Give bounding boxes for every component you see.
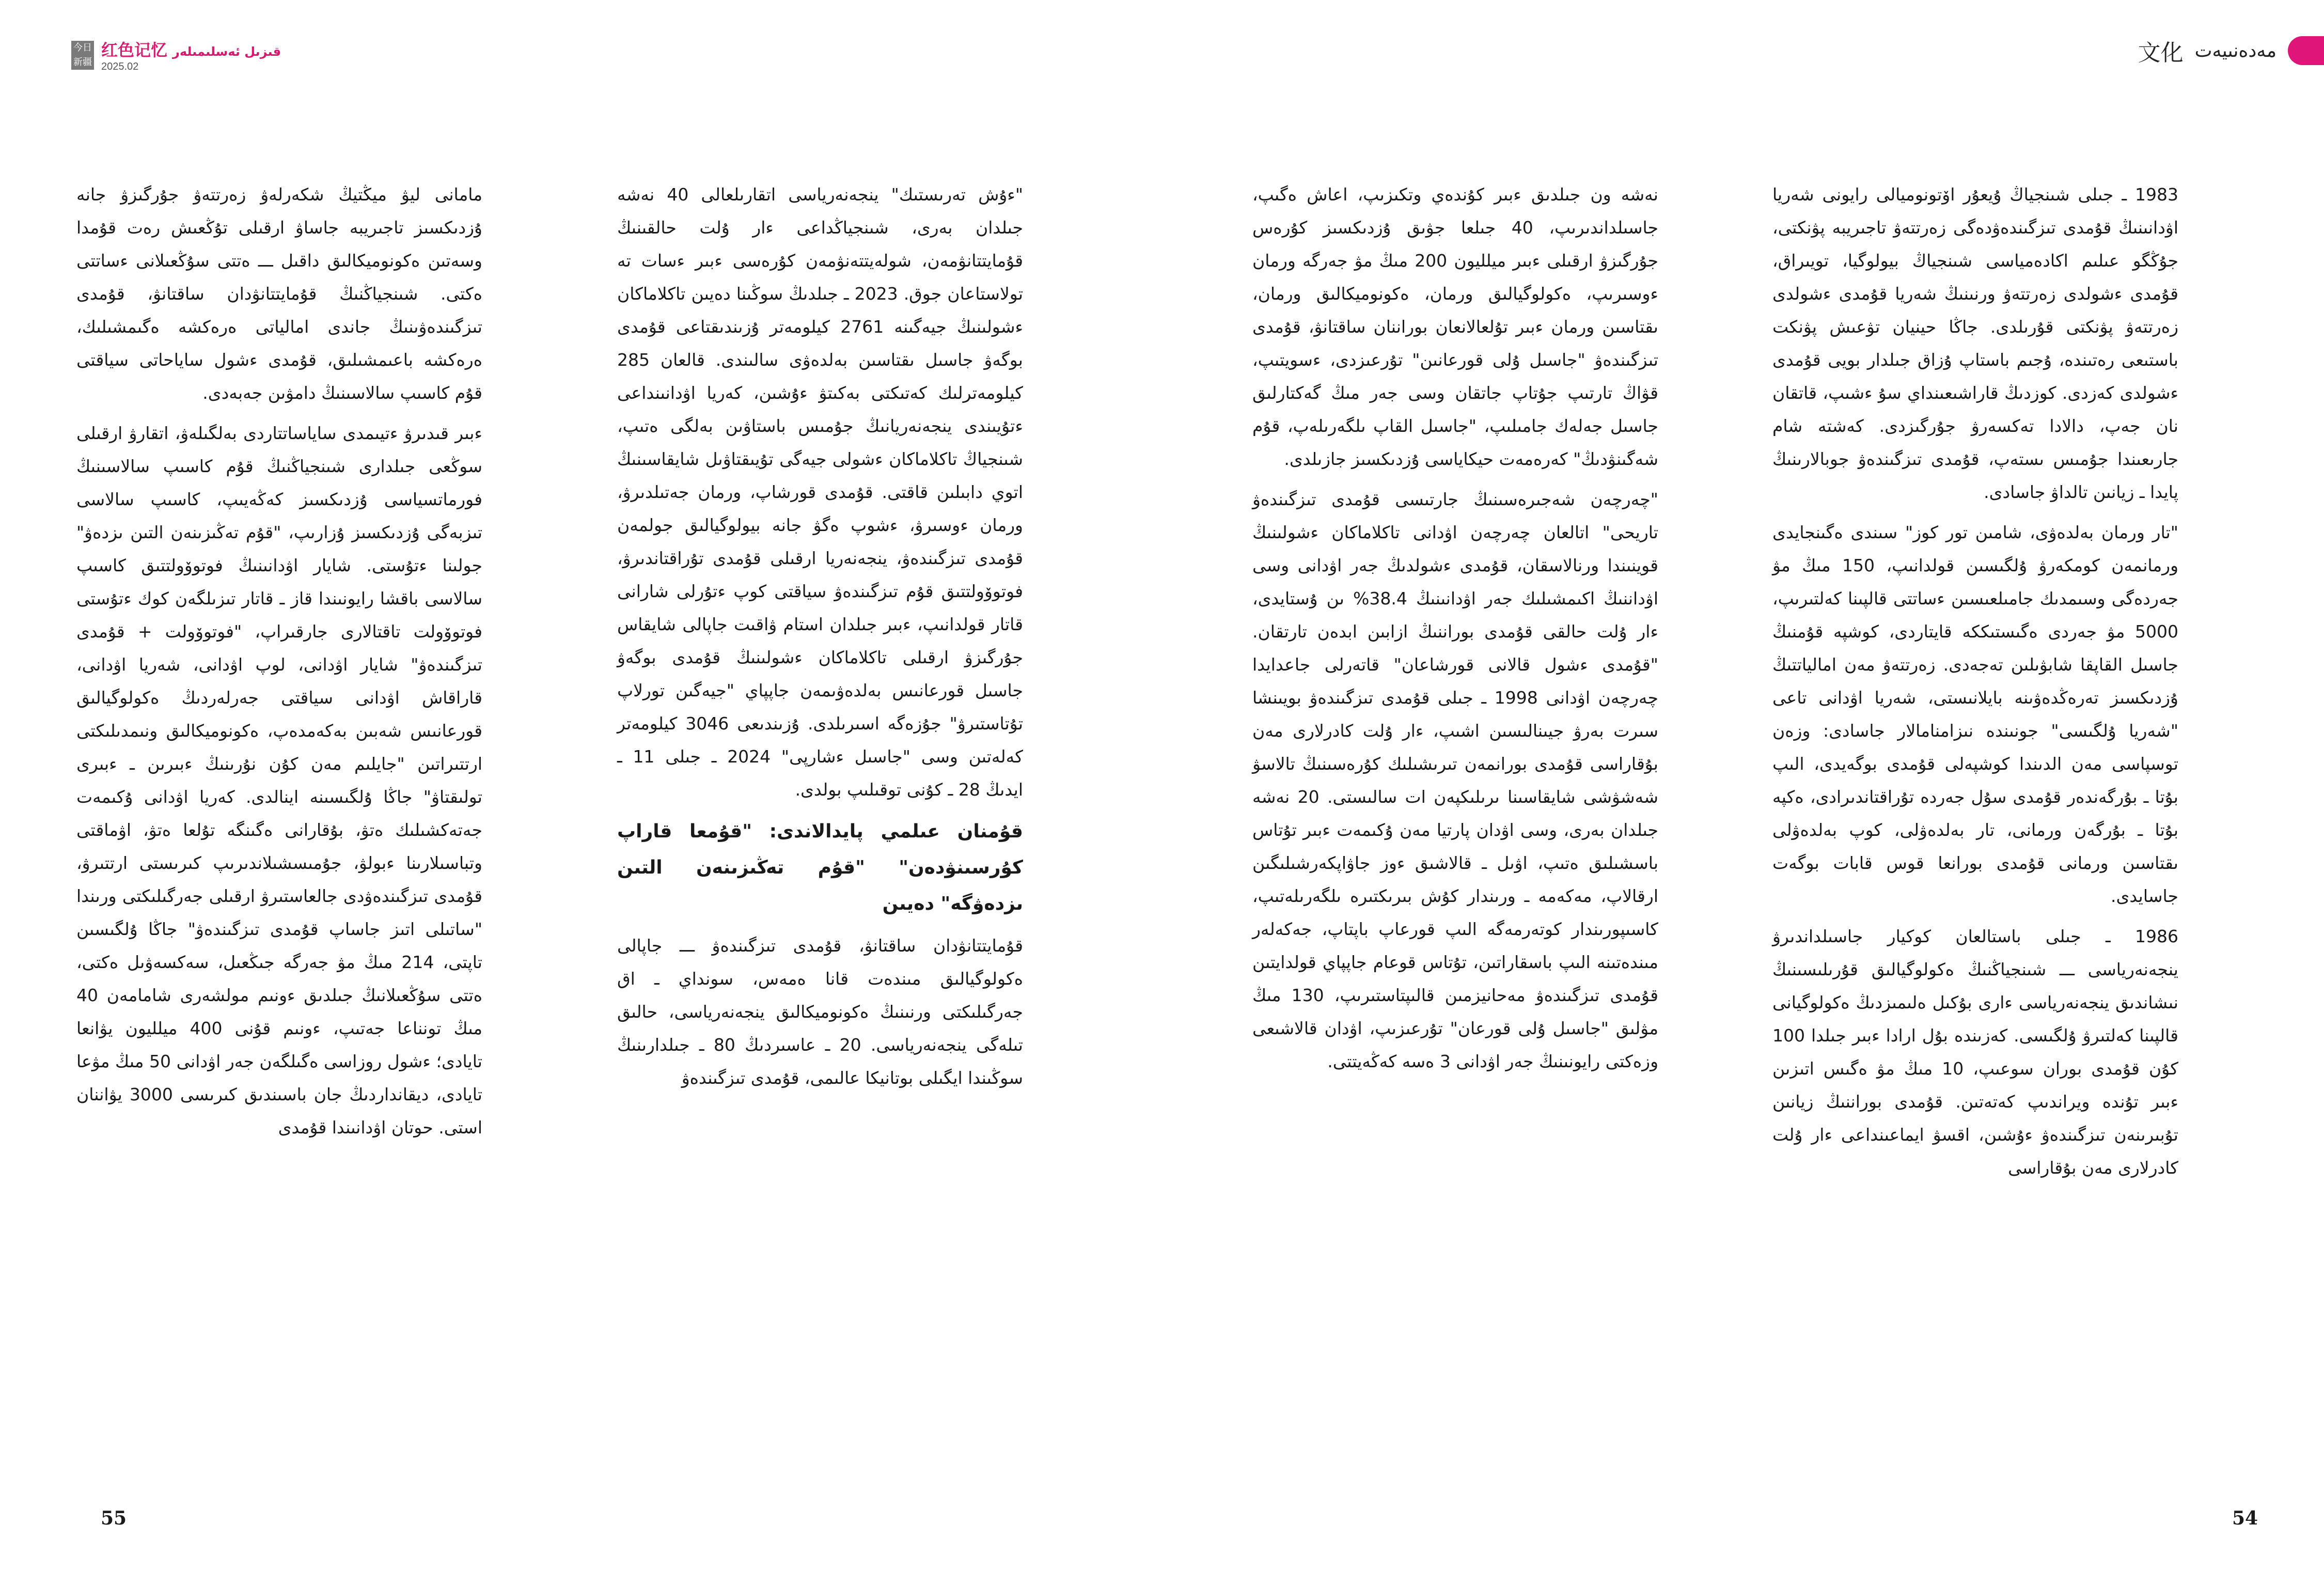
page-number-right: 54	[2232, 1507, 2258, 1529]
paragraph: ءبىر قىدىرۋ ءتيىمدى ساياساتتاردى بەلگىلەۋ، اتقارۋ ارقىلى سوڭعى جىلدارى شىنجياڭنىڭ قۇم كاسىپ سالاسىنىڭ فورماتسياسى ۇزدىكسىز كەڭەيىپ، كاسىپ سالاسى تىزبەگى ۇزدىكسىز ۇزارىپ، "قۇم تەڭىزىنەن التىن ىزدەۋ" جولىنا ءتۇستى. شايار اۋدانىنىڭ فوتوۆولتتىق كاسىپ سالاسى باقشا رايونىندا قاز ـ قاتار تىزىلگەن كوك ءتۇستى فوتوۆولت تاقتالارى جارقىراپ، "فوتوۆولت + قۇمدى تىزگىندەۋ" شايار اۋدانى، لوپ اۋدانى، شەريا اۋدانى، قاراقاش اۋدانى سياقتى جەرلەردىڭ ەكولوگيالىق قورعانىس شەبىن بەكەمدەپ، ەكونوميكالىق ونىمدىلىكتى ارتتىراتىن "جايلىم مەن كۇن نۇرىنىڭ ءبىرىن ـ ءبىرى تولىقتاۋ" جاڭا ۇلگىسىنە اينالدى. كەريا اۋدانى ۇكىمەت جەتەكشىلىك ەتۋ، بۇقارانى ەگىنگە تۇلعا ەتۋ، اۋماقتى وتباسىلارىنا ءبولۋ، جۇمىسشىلاندىرىپ كىرىستى ارتتىرۋ، قۇمدى تىزگىندەۋدى جالعاستىرۋ ارقىلى جەرگىلىكتى ورىندا "ساتىلى اتىز جاساپ قۇمدى تىزگىندەۋ" جاڭا ۇلگىسىن تاپتى، 214 مىڭ مۋ جەرگە جىڭعىل، سەكسەۋىل ەكتى، ەتتى سۇڭعىلانىڭ جىلدىق ءونىم مولشەرى شامامەن 40 مىڭ تونناعا جەتىپ، ءونىم قۇنى 400 ميلليون يۋانعا تايادى؛ ءشول روزاسى ەگىلگەن جەر اۋدانى 50 مىڭ مۋعا تايادى، ديقانداردىڭ جان باسىندىق كىرىسى 3000 يۋاننان استى. حوتان اۋدانىندا قۇمدى	[76, 423, 482, 1138]
text-column-4	[76, 178, 482, 1151]
magazine-logo: 今日 新疆	[71, 41, 94, 70]
brand-title-ug: قىزىل ئەسلىمىلەر	[172, 44, 281, 59]
section-tab-marker	[2288, 36, 2324, 65]
paragraph: "تار ورمان بەلدەۋى، شامىن تور كوز" سىندى ەگىنجايدى ورمانمەن كومكەرۋ ۇلگىسىن قولدانىپ، 150 مىڭ مۋ جەردەگى وسىمدىك جامىلعىسىن ءساتتى قالپىنا كەلتىرىپ، 5000 مۋ جەردى ەگىستىككە قايتاردى، كوشپە قۇمنىڭ جاسىل القاپقا شابۋىلىن تەجەدى. زەرتتەۋ مەن امالياتتىڭ ۇزدىكسىز تەرەڭدەۋىنە بايلانىستى، شەريا اۋدانى تاعى "شەريا ۇلگىسى" جونىندە نىزامنامالار جاسادى: وزەن توسپاسى مەن الدىندا كوشپەلى قۇمدى بوگەيدى، الىپ بۇتا ـ بۇرگەندەر قۇمدى سۇل جەردە تۇراقتاندىرادى، ەكپە بۇتا ـ بۇرگەن ورمانى، تار بەلدەۋلى، كوپ بەلدەۋلى ىقتاسىن ورمانى قۇمدى بورانعا قوس قابات بوگەت جاسايدى.	[1772, 522, 2179, 906]
masthead	[71, 37, 281, 73]
brand-block	[101, 37, 281, 73]
paragraph: قۇمايتتانۋدان ساقتانۋ، قۇمدى تىزگىندەۋ ـــ جاپالى ەكولوگيالىق مىندەت قانا ەمەس، سونداي ـ اق جەرگىلىكتى ورنىنىڭ ەكونوميكالىق ينجەنەرياسى، حالىق تىلەگى ينجەنەرياسى. 20 ـ عاسىردىڭ 80 ـ جىلدارىنىڭ سوڭىندا ايگىلى بوتانيكا عالىمى، قۇمدى تىزگىندەۋ	[617, 936, 1023, 1088]
text-column-2	[1252, 178, 1658, 1085]
section-header	[2138, 34, 2293, 67]
paragraph: "چەرچەن شەجىرەسىنىڭ جارتىسى قۇمدى تىزگىندەۋ تاريحى" اتالعان چەرچەن اۋدانى تاكلاماكان ءشولىنىڭ قوينىندا ورنالاسقان، قۇمدى ءشولدىڭ جەر اۋدانى وسى اۋداننىڭ اكىمشىلىك جەر اۋدانىنىڭ 38.4% ىن ۇستايدى، ءار ۇلت حالقى قۇمدى بوراننىڭ ازابىن ابدەن تارتقان. "قۇمدى ءشول قالانى قورشاعان" قاتەرلى جاعدايدا چەرچەن اۋدانى 1998 ـ جىلى قۇمدى تىزگىندەۋ بويىنشا سىرت بەرۋ جيىنالىسىن اشىپ، ءار ۇلت كادرلارى مەن بۇقاراسى قۇمدى بورانمەن تىرىشىلىك كۇرەسىنىڭ تالاسۋ شەشۋشى شايقاسىنا ىرىلىكپەن ات سالىستى. 20 نەشە جىلدان بەرى، وسى اۋدان پارتيا مەن ۇكىمەت ءبىر تۇتاس باسشىلىق ەتىپ، اۋىل ـ قالاشىق ءوز جاۋاپكەرشىلىگىن ارقالاپ، مەكەمە ـ ورىندار كۇش بىرىكتىرە ىلگەرىلەتىپ، كاسىپورىندار كوتەرمەگە الىپ قورعاپ باپتاپ، جەكەلەر مىندەتىنە الىپ باسقاراتىن، تۇتاس قوعام جاپپاي قولدايتىن قۇمدى تىزگىندەۋ مەحانيزمىن قالىپتاستىرىپ، 130 مىڭ مۋلىق "جاسىل ۇلى قورعان" تۇرعىزىپ، اۋدان قالاشىعى وزەكتى رايونىنىڭ جەر اۋدانى 3 ەسە كەڭەيتتى.	[1252, 489, 1659, 1071]
paragraph: مامانى ليۋ ميڭتيڭ شكەرلەۋ زەرتتەۋ جۇرگىزۋ جانە ۇزدىكسىز تاجىريبە جاساۋ ارقىلى تۇڭعىش رەت قۇمدا وسەتىن ەكونوميكالىق داقىل ـــ ەتتى سۇڭعىلانى ءساتتى ەكتى. شىنجياڭنىڭ قۇمايتتانۋدان ساقتانۋ، قۇمدى تىزگىندەۋىنىڭ جاندى امالياتى ەرەكشە ەگىمشىلىك، ەرەكشە باعىمشىلىق، قۇمدى ءشول ساياحاتى سياقتى قۇم كاسىپ سالاسىنىڭ دامۋىن جەبەدى.	[76, 184, 482, 403]
text-column-3	[617, 178, 1023, 1102]
paragraph: نەشە ون جىلدىق ءبىر كۇندەي وتكىزىپ، اعاش ەگىپ، جاسىلداندىرىپ، 40 جىلعا جۋىق ۇزدىكسىز كۇرەس جۇرگىزۋ ارقىلى ءبىر ميلليون 200 مىڭ مۋ جەرگە ورمان ءوسىرىپ، ەكولوگيالىق ورمان، ەكونوميكالىق ورمان، ىقتاسىن ورمان ءبىر تۇلعالانعان بوراننان ساقتانۋ، قۇمدى تىزگىندەۋ "جاسىل ۇلى قورعانىن" تۇرعىزدى، ءسويتىپ، قۋاڭ تارتىپ جۇتاپ جاتقان وسى جەر مىڭ گەكتارلىق جاسىل جەلەك جامىلىپ، "جاسىل القاپ ىلگەرىلەپ، قۇم شەگىنۋدىڭ" كەرەمەت حيكاياسى ۇزدىكسىز جازىلدى.	[1252, 184, 1659, 469]
section-subheading: قۇمنان عىلمي پايدالاندى: "قۇمعا قاراپ كۇرسىنۋدەن" "قۇم تەڭىزىنەن التىن ىزدەۋگە" دەيىن	[617, 821, 1023, 914]
brand-title-cn: 红色记忆	[101, 40, 168, 60]
page-number-left: 55	[101, 1507, 127, 1529]
paragraph: "ءۇش تەرىستىك" ينجەنەرياسى اتقارىلعالى 40 نەشە جىلدان بەرى، شىنجياڭداعى ءار ۇلت حالقىنىڭ قۇمايتتانۋمەن، شولەيتتەنۋمەن كۇرەسى ءبىر ءسات تە تولاستاعان جوق. 2023 ـ جىلدىڭ سوڭىنا دەيىن تاكلاماكان ءشولىنىڭ جيەگىنە 2761 كيلومەتر ۇزىندىقتاعى قۇمدى بوگەۋ جاسىل ىقتاسىن بەلدەۋى سالىندى. قالعان 285 كيلومەترلىك كەتىكتى بەكىتۋ ءۇشىن، كەريا اۋدانىنداعى ءتۇيىندى ينجەنەريانىڭ جۇمىس باستاۋىن بەلگى ەتىپ، شىنجياڭ تاكلاماكان ءشولى جيەگى تۇيىقتاۋىل شايقاسىنىڭ اتوي دابىلىن قاقتى. قۇمدى قورشاپ، ورمان جەتىلدىرۋ، ورمان ءوسىرۋ، ءشوپ ەگۋ جانە بيولوگيالىق جولمەن قۇمدى تىزگىندەۋ، ينجەنەريا ارقىلى قۇمدى تۇراقتاندىرۋ، فوتوۆولتتىق قۇم تىزگىندەۋ سياقتى كوپ ءتۇرلى شارانى قاتار قولدانىپ، ءبىر جىلدان استام ۋاقىت جاپالى شايقاس جۇرگىزۋ ارقىلى تاكلاماكان ءشولىنىڭ قۇمدى بوگەۋ جاسىل قورعانىس بەلدەۋىمەن جاپپاي "جيەگىن تورلاپ تۇتاستىرۋ" جۇزەگە اسىرىلدى. ۇزىندىعى 3046 كيلومەتر كەلەتىن وسى "جاسىل ءشارپى" 2024 ـ جىلى 11 ـ ايدىڭ 28 ـ كۇنى توقىلىپ بولدى.	[617, 184, 1024, 800]
paragraph: 1983 ـ جىلى شىنجياڭ ۇيعۇر اۆتونوميالى رايونى شەريا اۋدانىنىڭ قۇمدى تىزگىندەۋدەگى زەرتتەۋ تاجىريبە پۋنكتى، جۇڭگو عىلىم اكادەمياسى شىنجياڭ بيولوگيا، تويىراق، قۇمدى ءشولدى زەرتتەۋ ورنىنىڭ شەريا قۇمدى ءشولدى زەرتتەۋ پۋنكتى قۇرىلدى. جاڭا حينيان تۋعىش پۋنكت باستىعى رەتىندە، ۇجىم باستاپ ۇزاق جىلدار بويى قۇمدى ءشولدى كەزدى. كوزدىڭ قاراشىعىنداي سۇ ءشىپ، قاتقان نان جەپ، دالادا تەكسەرۋ جۇرگىزدى. كەشتە شام جارىعىندا جۇمىس ىستەپ، قۇمدى تىزگىندەۋ جوبالارىنىڭ پايدا ـ زيانىن تالداۋ جاسادى.	[1772, 184, 2178, 502]
section-title-cn: 文化	[2138, 40, 2184, 66]
section-title-ug: مەدەنىيەت	[2194, 40, 2276, 61]
paragraph: 1986 ـ جىلى باستالعان كوكيار جاسىلداندىرۋ ينجەنەرياسى ـــ شىنجياڭنىڭ ەكولوگيالىق قۇرىلىسىنىڭ نىشاندىق ينجەنەرياسى ءارى بۇكىل ەلىمىزدىڭ ەكولوگيانى قالپىنا كەلتىرۋ ۇلگىسى. كەزىندە بۇل ارادا ءبىر جىلدا 100 كۇن قۇمدى بوران سوعىپ، 10 مىڭ مۋ ەگىس اتىزىن ءبىر تۇندە ويراندىپ كەتەتىن. قۇمدى بوراننىڭ زيانىن تۇبىرىنەن تىزگىندەۋ ءۇشىن، اقسۋ ايماعىنداعى ءار ۇلت كادرلارى مەن بۇقاراسى	[1772, 926, 2178, 1178]
issue-number: 2025.02	[101, 61, 139, 72]
text-column-1	[1772, 178, 2178, 1192]
